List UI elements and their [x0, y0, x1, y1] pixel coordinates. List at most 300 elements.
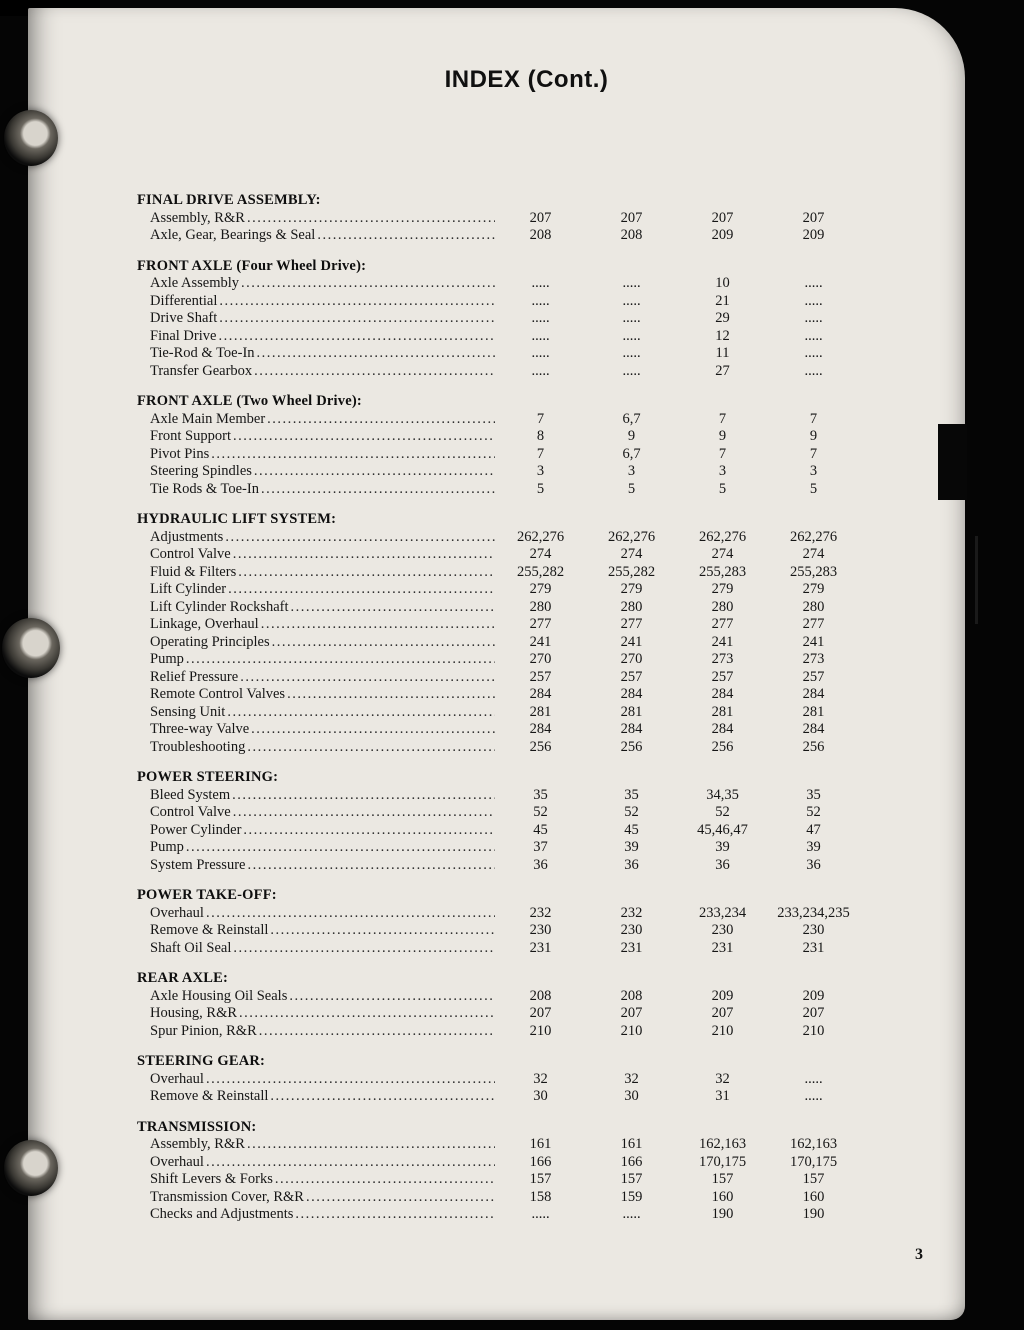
page-ref: 36 [715, 856, 730, 873]
page-ref: 166 [620, 1153, 643, 1170]
page-ref: 12 [715, 327, 730, 344]
entry-label: System Pressure [150, 856, 246, 873]
entry-label-leader [137, 1154, 495, 1172]
page-ref: 160 [711, 1188, 734, 1205]
page-ref: ..... [531, 345, 550, 361]
dot-leader [285, 686, 495, 704]
entry-label: Remove & Reinstall [150, 922, 269, 938]
index-entry [137, 1071, 879, 1089]
page-ref: ..... [804, 292, 823, 309]
entry-label-leader [137, 905, 495, 923]
dot-leader [238, 669, 495, 687]
index-section [137, 511, 879, 756]
dot-leader [268, 922, 495, 940]
page-ref: 232 [620, 904, 643, 921]
page-ref: 7 [718, 445, 727, 462]
page-ref: 274 [802, 546, 825, 562]
page-ref: 209 [802, 987, 825, 1004]
entry-label-leader [137, 275, 495, 293]
page-ref: 7 [536, 410, 545, 427]
page-ref: 270 [620, 651, 643, 667]
index-entry [137, 293, 879, 311]
page-ref: 32 [715, 1070, 730, 1087]
page-ref: 255,282 [516, 563, 565, 580]
section-heading: FRONT AXLE (Four Wheel Drive): [137, 257, 367, 274]
page-ref: 208 [529, 227, 552, 243]
page-ref: 207 [802, 209, 825, 226]
page-ref: 256 [529, 738, 552, 755]
index-entry [137, 363, 879, 381]
page-ref: 262,276 [789, 528, 838, 545]
entry-label-leader [137, 463, 495, 481]
page-ref: 36 [806, 856, 821, 873]
page-ref: 284 [529, 721, 552, 737]
entry-label-leader [137, 739, 495, 757]
page-ref: 36 [533, 856, 548, 873]
page-ref: ..... [804, 345, 823, 361]
entry-label: Housing, R&R [150, 1005, 238, 1021]
page-ref: 262,276 [698, 528, 747, 545]
page-ref: 274 [620, 546, 643, 562]
page-ref: 39 [806, 839, 821, 855]
page-ref: 231 [620, 939, 643, 956]
page-ref: 262,276 [516, 528, 565, 545]
entry-label: Assembly, R&R [150, 209, 245, 226]
entry-label: Troubleshooting [150, 738, 246, 755]
page-ref: 31 [715, 1088, 730, 1104]
entry-label: Pump [150, 839, 184, 855]
page-ref: 6,7 [622, 445, 641, 462]
dot-leader [231, 940, 495, 958]
page-ref: ..... [622, 292, 641, 309]
index-section [137, 393, 879, 498]
page-ref: 256 [802, 738, 825, 755]
page-ref: 207 [620, 1005, 643, 1021]
index-entry [137, 463, 879, 481]
dot-leader [225, 704, 495, 722]
page-ref: 280 [620, 598, 643, 615]
page-ref: 277 [802, 616, 825, 632]
index-entry [137, 704, 879, 722]
page-ref: 45 [533, 821, 548, 838]
entry-label: Remove & Reinstall [150, 1088, 269, 1104]
entry-label-leader [137, 651, 495, 669]
entry-label: Axle Assembly [150, 275, 240, 291]
entry-label-leader [137, 310, 495, 328]
page-ref: 277 [529, 616, 552, 632]
bookmark-tab [938, 424, 967, 500]
page-ref: 9 [627, 428, 636, 444]
page-ref: ..... [622, 345, 641, 361]
index-entry [137, 787, 879, 805]
entry-label: Operating Principles [150, 633, 270, 650]
page-ref: 157 [802, 1171, 825, 1187]
entry-label-leader [137, 1023, 495, 1041]
index-content [137, 192, 879, 1237]
page-ref: ..... [804, 327, 823, 344]
page-ref: 52 [624, 804, 639, 820]
entry-label-leader [137, 599, 495, 617]
index-entry [137, 328, 879, 346]
entry-label: Spur Pinion, R&R [150, 1022, 257, 1039]
page-ref: 233,234,235 [777, 904, 850, 921]
index-entry [137, 1136, 879, 1154]
index-entry [137, 581, 879, 599]
section-heading: FINAL DRIVE ASSEMBLY: [137, 192, 321, 208]
entry-label: Transfer Gearbox [150, 362, 253, 379]
entry-label-leader [137, 227, 495, 245]
index-entry [137, 1023, 879, 1041]
page-ref: 7 [809, 445, 818, 462]
page-ref: 157 [529, 1171, 552, 1187]
page-ref: 34,35 [706, 786, 739, 803]
page-ref: ..... [804, 275, 823, 291]
page-ref: 230 [711, 922, 734, 938]
page-ref: 159 [620, 1188, 643, 1205]
page-ref: 3 [627, 463, 636, 479]
page-ref: 208 [620, 987, 643, 1004]
entry-label-leader [137, 481, 495, 499]
dot-leader [287, 988, 495, 1006]
dot-leader [245, 857, 495, 875]
index-section [137, 1119, 879, 1224]
page-ref: 27 [715, 362, 730, 379]
dot-leader [249, 721, 495, 739]
dot-leader [204, 905, 495, 923]
section-heading: POWER STEERING: [137, 769, 279, 785]
page-ref: 39 [715, 839, 730, 855]
entry-label-leader [137, 564, 495, 582]
page-ref: 207 [529, 1005, 552, 1021]
index-section [137, 887, 879, 957]
index-entry [137, 1206, 879, 1224]
page-ref: 9 [718, 428, 727, 444]
entry-label-leader [137, 922, 495, 940]
page-ref: 232 [529, 904, 552, 921]
dot-leader [184, 839, 495, 857]
page-ref: 210 [620, 1022, 643, 1039]
page-ref: 207 [802, 1005, 825, 1021]
entry-label: Tie-Rod & Toe-In [150, 345, 255, 361]
entry-label: Fluid & Filters [150, 563, 237, 580]
dot-leader [217, 293, 495, 311]
page-ref: 280 [802, 598, 825, 615]
page-ref: 241 [711, 633, 734, 650]
dot-leader [265, 411, 495, 429]
page-edge-shadow [975, 536, 978, 624]
page-ref: 231 [711, 939, 734, 956]
page-ref: 5 [809, 480, 818, 497]
section-heading: POWER TAKE-OFF: [137, 887, 277, 903]
entry-label-leader [137, 1171, 495, 1189]
index-entry [137, 1088, 879, 1106]
entry-label: Axle, Gear, Bearings & Seal [150, 227, 316, 243]
index-entry [137, 428, 879, 446]
entry-label: Overhaul [150, 1153, 204, 1170]
dot-leader [257, 1023, 495, 1041]
page-ref: ..... [531, 362, 550, 379]
entry-label: Power Cylinder [150, 821, 242, 838]
page-ref: 207 [620, 209, 643, 226]
page-ref: 274 [529, 546, 552, 562]
entry-label-leader [137, 210, 495, 228]
index-entry [137, 922, 879, 940]
dot-leader [252, 363, 495, 381]
page-ref: 207 [529, 209, 552, 226]
index-entry [137, 822, 879, 840]
page-ref: 7 [809, 410, 818, 427]
page-ref: 52 [806, 804, 821, 820]
entry-label: Pivot Pins [150, 445, 210, 462]
dot-leader [245, 210, 495, 228]
page-ref: 7 [536, 445, 545, 462]
page-ref: 160 [802, 1188, 825, 1205]
entry-label-leader [137, 546, 495, 564]
page-ref: 284 [802, 686, 825, 702]
entry-label: Remote Control Valves [150, 686, 286, 702]
entry-label: Overhaul [150, 1070, 204, 1087]
page-ref: 162,163 [698, 1136, 747, 1152]
page-ref: 207 [711, 1005, 734, 1021]
page-ref: 279 [529, 581, 552, 597]
entry-label-leader [137, 363, 495, 381]
index-entry [137, 446, 879, 464]
binder-hole-icon [4, 110, 58, 166]
page-ref: 257 [620, 668, 643, 685]
dot-leader [270, 634, 495, 652]
page-ref: 209 [711, 987, 734, 1004]
page-ref: 11 [715, 345, 730, 361]
entry-label-leader [137, 721, 495, 739]
dot-leader [231, 804, 495, 822]
section-heading: TRANSMISSION: [137, 1118, 257, 1135]
index-section [137, 970, 879, 1040]
entry-label-leader [137, 328, 495, 346]
page-ref: 29 [715, 310, 730, 326]
page-ref: 284 [711, 721, 734, 737]
page-ref: 241 [802, 633, 825, 650]
dot-leader [239, 275, 495, 293]
scanned-page [28, 8, 965, 1320]
page-ref: 255,283 [789, 563, 838, 580]
entry-label: Bleed System [150, 786, 231, 803]
dot-leader [268, 1088, 495, 1106]
page-ref: 7 [718, 410, 727, 427]
page-ref: 39 [624, 839, 639, 855]
page-ref: 255,283 [698, 563, 747, 580]
page-ref: 32 [533, 1070, 548, 1087]
page-ref: 5 [718, 480, 727, 497]
entry-label-leader [137, 686, 495, 704]
page-ref: 231 [529, 939, 552, 956]
page-ref: 157 [620, 1171, 643, 1187]
page-ref: ..... [622, 1206, 641, 1222]
entry-label-leader [137, 704, 495, 722]
page-ref: 273 [802, 651, 825, 667]
entry-label-leader [137, 293, 495, 311]
page-ref: 270 [529, 651, 552, 667]
entry-label-leader [137, 428, 495, 446]
index-entry [137, 940, 879, 958]
page-ref: 3 [718, 463, 727, 479]
page-ref: 37 [533, 839, 548, 855]
index-entry [137, 839, 879, 857]
dot-leader [217, 310, 495, 328]
dot-leader [230, 787, 495, 805]
index-section [137, 192, 879, 245]
dot-leader [304, 1189, 495, 1207]
dot-leader [259, 616, 495, 634]
binder-hole-icon [2, 618, 60, 678]
page-ref: 170,175 [698, 1153, 747, 1170]
page-ref: 190 [711, 1206, 734, 1222]
dot-leader [184, 651, 495, 669]
entry-label: Sensing Unit [150, 703, 226, 720]
page-ref: 279 [620, 581, 643, 597]
entry-label: Assembly, R&R [150, 1136, 245, 1152]
page-ref: 262,276 [607, 528, 656, 545]
page-ref: 21 [715, 292, 730, 309]
page-ref: 233,234 [698, 904, 747, 921]
page-ref: 35 [624, 786, 639, 803]
dot-leader [315, 227, 495, 245]
entry-label: Checks and Adjustments [150, 1206, 294, 1222]
page-ref: ..... [622, 275, 641, 291]
page-ref: 256 [620, 738, 643, 755]
page-ref: 170,175 [789, 1153, 838, 1170]
dot-leader [209, 446, 495, 464]
entry-label-leader [137, 634, 495, 652]
dot-leader [293, 1206, 495, 1224]
entry-label: Tie Rods & Toe-In [150, 480, 259, 497]
page-ref: 158 [529, 1188, 552, 1205]
page-ref: ..... [622, 327, 641, 344]
page-ref: 255,282 [607, 563, 656, 580]
entry-label: Steering Spindles [150, 463, 252, 479]
page-ref: 257 [802, 668, 825, 685]
page-ref: 281 [711, 703, 734, 720]
dot-leader [245, 739, 495, 757]
dot-leader [241, 822, 495, 840]
dot-leader [223, 529, 495, 547]
dot-leader [273, 1171, 495, 1189]
entry-label-leader [137, 857, 495, 875]
index-entry [137, 275, 879, 293]
page-ref: 256 [711, 738, 734, 755]
page-ref: 230 [802, 922, 825, 938]
page-ref: 241 [529, 633, 552, 650]
entry-label-leader [137, 804, 495, 822]
page-ref: ..... [531, 1206, 550, 1222]
entry-label-leader [137, 446, 495, 464]
entry-label: Shaft Oil Seal [150, 939, 232, 956]
entry-label: Adjustments [150, 528, 224, 545]
index-entry [137, 616, 879, 634]
index-entry [137, 1005, 879, 1023]
page-ref: 30 [533, 1088, 548, 1104]
entry-label: Shift Levers & Forks [150, 1171, 273, 1187]
page-ref: 207 [711, 209, 734, 226]
dot-leader [204, 1071, 495, 1089]
page-ref: 241 [620, 633, 643, 650]
page-ref: 284 [802, 721, 825, 737]
page-ref: 281 [802, 703, 825, 720]
page-ref: ..... [622, 310, 641, 326]
entry-label-leader [137, 940, 495, 958]
index-section [137, 769, 879, 874]
entry-label: Linkage, Overhaul [150, 616, 259, 632]
page-ref: 230 [529, 922, 552, 938]
entry-label-leader [137, 411, 495, 429]
index-entry [137, 345, 879, 363]
dot-leader [255, 345, 495, 363]
page-ref: 52 [533, 804, 548, 820]
entry-label: Final Drive [150, 327, 217, 344]
index-entry [137, 721, 879, 739]
page-ref: 280 [529, 598, 552, 615]
page-ref: ..... [531, 275, 550, 291]
entry-label: Overhaul [150, 904, 204, 921]
index-entry [137, 804, 879, 822]
entry-label-leader [137, 839, 495, 857]
index-entry [137, 564, 879, 582]
entry-label: Differential [150, 292, 218, 309]
page-ref: 5 [536, 480, 545, 497]
index-entry [137, 739, 879, 757]
page-ref: 231 [802, 939, 825, 956]
page-ref: ..... [531, 310, 550, 326]
page-ref: 3 [809, 463, 818, 479]
page-ref: 36 [624, 856, 639, 873]
entry-label-leader [137, 345, 495, 363]
page-ref: 8 [536, 428, 545, 444]
page-ref: ..... [531, 292, 550, 309]
entry-label-leader [137, 669, 495, 687]
page-ref: 284 [529, 686, 552, 702]
dot-leader [245, 1136, 495, 1154]
page-ref: 284 [620, 686, 643, 702]
page-ref: 209 [711, 227, 734, 243]
page-ref: ..... [622, 362, 641, 379]
entry-label-leader [137, 616, 495, 634]
index-entry [137, 1154, 879, 1172]
entry-label: Axle Housing Oil Seals [150, 987, 288, 1004]
index-entry [137, 210, 879, 228]
section-heading: REAR AXLE: [137, 970, 229, 986]
entry-label: Three-way Valve [150, 721, 250, 737]
page-ref: 230 [620, 922, 643, 938]
index-entry [137, 227, 879, 245]
index-entry [137, 651, 879, 669]
entry-label-leader [137, 822, 495, 840]
index-entry [137, 529, 879, 547]
entry-label: Control Valve [150, 804, 231, 820]
section-heading: STEERING GEAR: [137, 1053, 266, 1069]
page-ref: 210 [529, 1022, 552, 1039]
entry-label: Pump [150, 651, 184, 667]
index-entry [137, 669, 879, 687]
page-ref: 284 [711, 686, 734, 702]
entry-label: Axle Main Member [150, 410, 266, 427]
page-ref: 210 [802, 1022, 825, 1039]
page-ref: 279 [802, 581, 825, 597]
dot-leader [259, 481, 495, 499]
page-ref: 257 [529, 668, 552, 685]
entry-label-leader [137, 1206, 495, 1224]
page-ref: 9 [809, 428, 818, 444]
page-ref: 208 [620, 227, 643, 243]
index-section [137, 1053, 879, 1106]
